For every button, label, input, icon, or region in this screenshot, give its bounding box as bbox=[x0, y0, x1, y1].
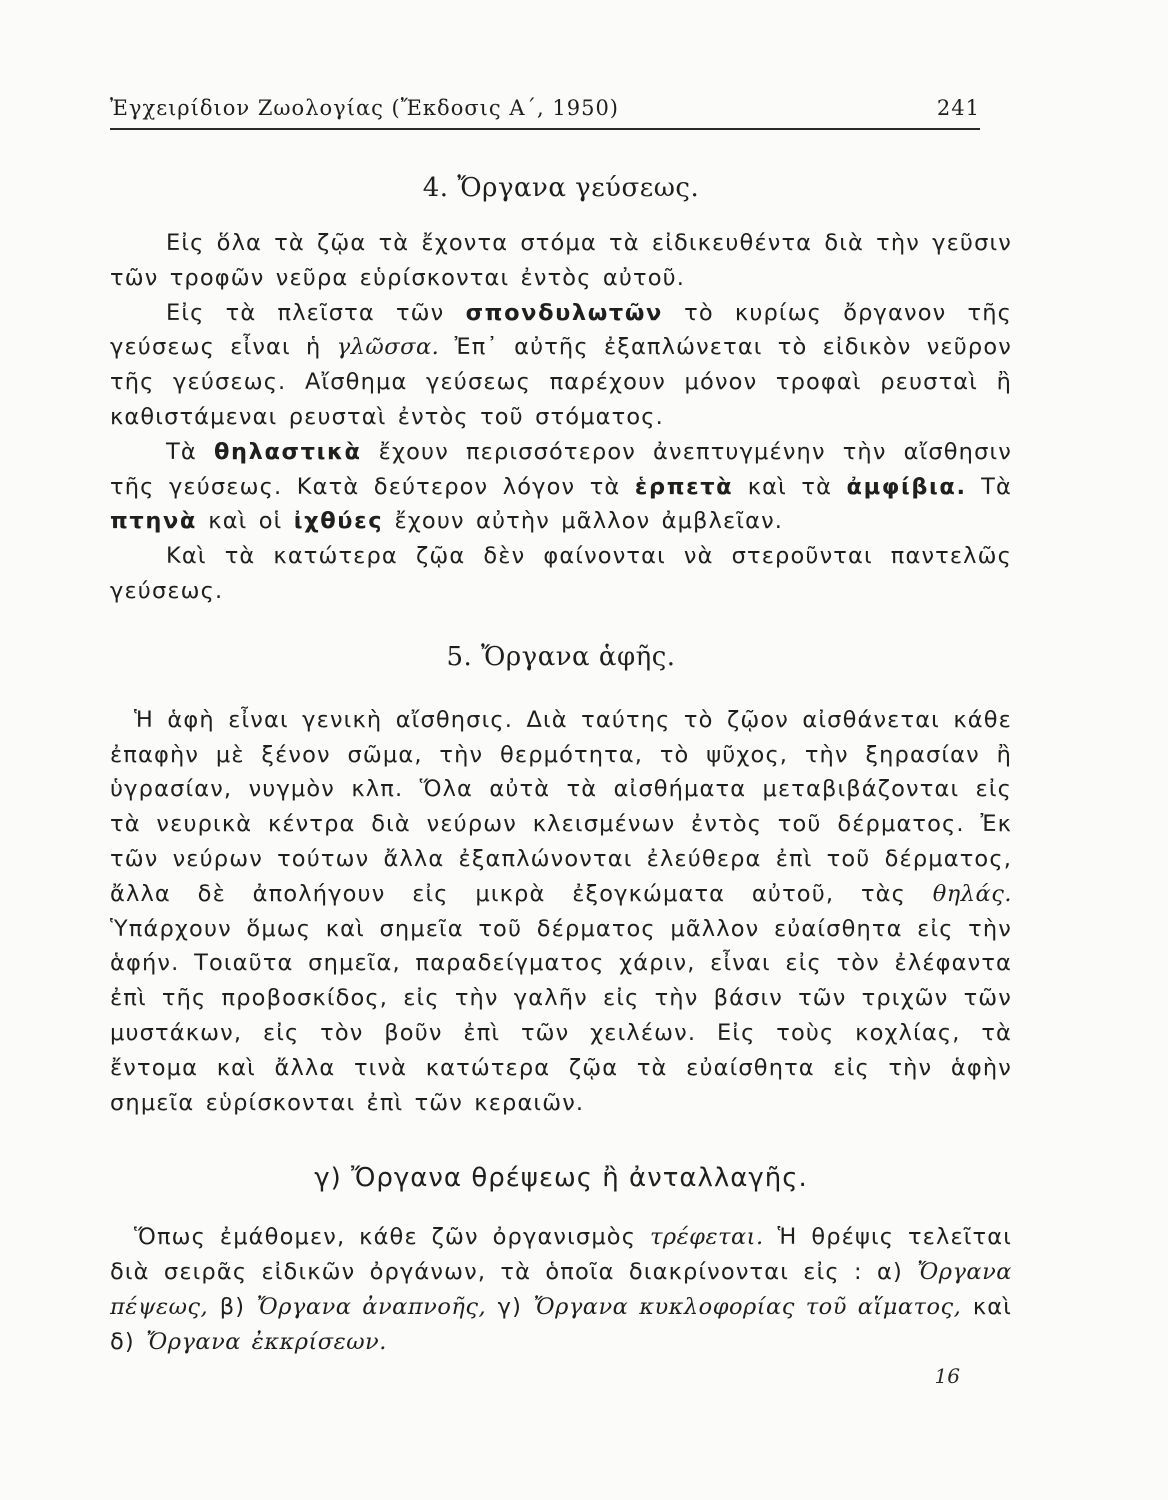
italic-term-nourished: τρέφεται. bbox=[649, 1224, 764, 1251]
paragraph-taste-1 bbox=[110, 226, 1012, 296]
paragraph-taste-4 bbox=[110, 539, 1012, 609]
text-run: Ὑπάρχουν ὅμως καὶ σημεῖα τοῦ δέρματος μᾶλλον εὐαίσθητα εἰς τὴν ἁφήν. Τοιαῦτα σημεῖα, παραδείγματος χάριν, εἶναι εἰς τὸν ἐλέφαντα ἐπὶ τῆς προβοσκίδος, εἰς τὴν γαλῆν εἰς τὴν βάσιν τῶν τριχῶν τῶν μυστάκων, εἰς τὸν βοῦν ἐπὶ τῶν χειλέων. Εἰς τοὺς κοχλίας, τὰ ἔντομα καὶ ἄλλα τινὰ κατώτερα ζῷα τὰ εὐαίσθητα εἰς τὴν ἁφὴν σημεῖα εὑρίσκονται ἐπὶ τῶν κεραιῶν. bbox=[110, 915, 1012, 1116]
page-number: 241 bbox=[936, 96, 980, 120]
bold-term-birds: πτηνὰ bbox=[110, 508, 197, 535]
text-run: ἔχουν αὐτὴν μᾶλλον ἀμβλεῖαν. bbox=[394, 508, 784, 535]
text-run: Τὰ bbox=[981, 473, 1012, 500]
bold-term-fishes: ἰχθύες bbox=[293, 508, 384, 535]
body-text bbox=[110, 160, 1012, 1360]
text-run: Ὅπως ἐμάθομεν, κάθε ζῶν ὀργανισμὸς bbox=[134, 1224, 637, 1251]
text-run: Ἡ ἁφὴ εἶναι γενικὴ αἴσθησις. Διὰ ταύτης τὸ ζῷον αἰσθάνεται κάθε ἐπαφὴν μὲ ξένον σῶμα, τὴν θερμότητα, τὸ ψῦχος, τὴν ξηρασίαν ἢ ὑγρασίαν, νυγμὸν κλπ. Ὅλα αὐτὰ τὰ αἰσθήματα μεταβιβάζονται εἰς τὰ νευρικὰ κέντρα διὰ νεύρων κλεισμένων ἐντὸς τοῦ δέρματος. Ἐκ τῶν νεύρων τούτων ἄλλα ἐξαπλώνονται ἐλεύθερα ἐπὶ τοῦ δέρματος, ἄλλα δὲ ἀπολήγουν εἰς μικρὰ ἐξογκώματα αὐτοῦ, τὰς bbox=[110, 706, 1012, 907]
bold-term-amphibians: ἀμφίβια. bbox=[846, 473, 967, 500]
paragraph-touch-1 bbox=[110, 703, 1012, 1121]
italic-term-excretion-organs: Ὄργανα ἐκκρίσεων. bbox=[146, 1328, 387, 1355]
text-run: καὶ δ) bbox=[110, 1293, 1012, 1355]
text-run: β) bbox=[219, 1293, 246, 1320]
text-run: Εἰς ὅλα τὰ ζῷα τὰ ἔχοντα στόμα τὰ εἰδικευθέντα διὰ τὴν γεῦσιν τῶν τροφῶν νεῦρα εὑρίσκονται ἐντὸς αὐτοῦ. bbox=[110, 230, 1012, 291]
paragraph-nutrition-1 bbox=[110, 1220, 1012, 1359]
text-run: καὶ τὰ bbox=[747, 473, 833, 500]
paragraph-taste-3 bbox=[110, 435, 1012, 539]
italic-term-digestion-organs: Ὄργανα πέψεως, bbox=[110, 1259, 1012, 1320]
italic-term-circulation-organs: Ὄργανα κυκλοφορίας τοῦ αἵματος, bbox=[533, 1293, 962, 1320]
printer-signature-mark: 16 bbox=[934, 1364, 960, 1388]
section-heading-nutrition: γ) Ὄργανα θρέψεως ἢ ἀνταλλαγῆς. bbox=[314, 1163, 808, 1194]
text-run: γ) bbox=[497, 1293, 523, 1320]
italic-term-papillae: θηλάς. bbox=[932, 880, 1012, 907]
section-heading-taste: 4. Ὄργανα γεύσεως. bbox=[422, 173, 700, 203]
text-run: Ἐπ᾽ αὐτῆς ἐξαπλώνεται τὸ εἰδικὸν νεῦρον τῆς γεύσεως. Αἴσθημα γεύσεως παρέχουν μόνον τροφαὶ ρευσταὶ ἢ καθιστάμεναι ρευσταὶ ἐντὸς τοῦ στόματος. bbox=[110, 334, 1012, 430]
text-run: Καὶ τὰ κατώτερα ζῷα δὲν φαίνονται νὰ στεροῦνται παντελῶς γεύσεως. bbox=[110, 543, 1012, 604]
bold-term-vertebrates: σπονδυλωτῶν bbox=[465, 299, 663, 326]
bold-term-reptiles: ἑρπετὰ bbox=[634, 473, 734, 500]
text-run: Τὰ bbox=[166, 438, 197, 465]
text-run: τὸ κυρίως ὄργανον τῆς γεύσεως εἶναι ἡ bbox=[110, 299, 1012, 361]
section-heading-touch: 5. Ὄργανα ἁφῆς. bbox=[446, 641, 676, 672]
italic-term-respiration-organs: Ὄργανα ἀναπνοῆς, bbox=[256, 1293, 487, 1320]
italic-term-tongue: γλῶσσα. bbox=[336, 334, 440, 361]
text-run: ἔχουν περισσότερον ἀνεπτυγμένην τὴν αἴσθησιν τῆς γεύσεως. Κατὰ δεύτερον λόγον τὰ bbox=[110, 438, 1012, 500]
running-header bbox=[110, 92, 980, 130]
bold-term-mammals: θηλαστικὰ bbox=[213, 438, 362, 465]
text-run: καὶ οἱ bbox=[208, 508, 283, 535]
book-title: Ἐγχειρίδιον Ζωολογίας (Ἔκδοσις Α΄, 1950) bbox=[110, 96, 619, 120]
text-run: Εἰς τὰ πλεῖστα τῶν bbox=[166, 299, 445, 326]
text-run: Ἡ θρέψις τελεῖται διὰ σειρᾶς εἰδικῶν ὀργάνων, τὰ ὁποῖα διακρίνονται εἰς : α) bbox=[110, 1224, 1012, 1286]
paragraph-taste-2 bbox=[110, 296, 1012, 435]
